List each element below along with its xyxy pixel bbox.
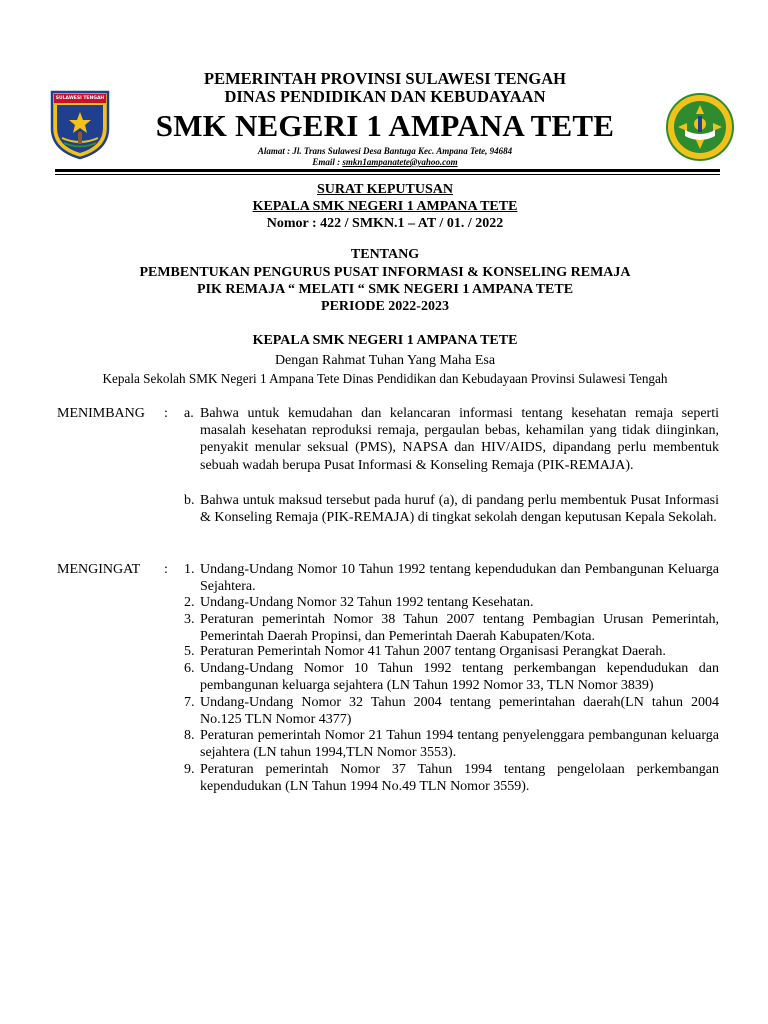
- item-text: Undang-Undang Nomor 10 Tahun 1992 tentang kependudukan dan Pembangunan Keluarga Sejahtera.: [200, 562, 719, 595]
- province-emblem-text: SULAWESI TENGAH: [55, 96, 105, 101]
- decree-title: SURAT KEPUTUSAN: [316, 182, 453, 197]
- item-text: Undang-Undang Nomor 32 Tahun 1992 tentang Kesehatan.: [200, 595, 534, 610]
- item-text: Bahwa untuk maksud tersebut pada huruf (a), di pandang perlu membentuk Pusat Informasi & Konseling Remaja (PIK-REMAJA) di tingkat sekolah dengan keputusan Kepala Sekolah.: [200, 493, 719, 526]
- mengingat-item: [184, 694, 719, 728]
- mengingat-colon: :: [164, 562, 168, 577]
- decree-head: KEPALA SMK NEGERI 1 AMPANA TETE: [252, 333, 518, 348]
- item-text: Peraturan pemerintah Nomor 21 Tahun 1994 tentang penyelenggara pembangunan keluarga sejahtera (LN tahun 1994,TLN Nomor 3553).: [200, 728, 719, 761]
- item-number: 8.: [184, 728, 195, 743]
- decree-number: Nomor : 422 / SMKN.1 – AT / 01. / 2022: [266, 216, 504, 231]
- letterhead-divider-thick: [55, 169, 720, 172]
- decree-subject-line2: PIK REMAJA “ MELATI “ SMK NEGERI 1 AMPANA TETE: [196, 282, 574, 297]
- item-text: Peraturan pemerintah Nomor 37 Tahun 1994 tentang pengelolaan perkembangan kependudukan (LN Tahun 1994 No.49 TLN Nomor 3559).: [200, 762, 719, 795]
- decree-period: PERIODE 2022-2023: [321, 299, 449, 314]
- email-link[interactable]: smkn1ampanatete@yahoo.com: [342, 157, 458, 167]
- item-number: 1.: [184, 562, 195, 577]
- mengingat-item: [184, 594, 719, 611]
- school-emblem-logo: [665, 92, 735, 162]
- mengingat-item: [184, 727, 719, 761]
- letterhead-divider-thin: [55, 174, 720, 175]
- item-text: Peraturan Pemerintah Nomor 41 Tahun 2007 tentang Organisasi Perangkat Daerah.: [200, 644, 666, 659]
- decree-office: Kepala Sekolah SMK Negeri 1 Ampana Tete Dinas Pendidikan dan Kebudayaan Provinsi Sulawesi Tengah: [102, 371, 668, 386]
- item-number: 3.: [184, 612, 195, 627]
- department-name: DINAS PENDIDIKAN DAN KEBUDAYAAN: [224, 87, 546, 106]
- item-text: Undang-Undang Nomor 32 Tahun 2004 tentang pemerintahan daerah(LN tahun 2004 No.125 TLN Nomor 4377): [200, 695, 719, 728]
- letterhead: [120, 70, 650, 168]
- decree-issuer: KEPALA SMK NEGERI 1 AMPANA TETE: [252, 199, 518, 214]
- item-text: Undang-Undang Nomor 10 Tahun 1992 tentang perkembangan kependudukan dan pembangunan keluarga sejahtera (LN Tahun 1992 Nomor 33, TLN Nomor 3839): [200, 661, 719, 694]
- item-number: b.: [184, 493, 195, 508]
- email-label: Email :: [312, 157, 343, 167]
- menimbang-label: MENIMBANG: [57, 406, 145, 421]
- item-text: Peraturan pemerintah Nomor 38 Tahun 2007 tentang Pembagian Urusan Pemerintah, Pemerintah Daerah Propinsi, dan Pemerintah Daerah Kabupaten/Kota.: [200, 612, 719, 645]
- school-address: Alamat : Jl. Trans Sulawesi Desa Bantuga Kec. Ampana Tete, 94684: [257, 146, 513, 156]
- menimbang-item: [184, 492, 719, 526]
- mengingat-item: [184, 561, 719, 595]
- school-name: SMK NEGERI 1 AMPANA TETE: [155, 108, 615, 143]
- decree-about: TENTANG: [350, 247, 420, 262]
- mengingat-item: [184, 660, 719, 694]
- province-emblem-logo: [48, 88, 112, 160]
- decree-grace: Dengan Rahmat Tuhan Yang Maha Esa: [274, 353, 496, 368]
- mengingat-item: [184, 761, 719, 795]
- mengingat-item: [184, 643, 719, 660]
- item-number: 9.: [184, 762, 195, 777]
- item-number: 5.: [184, 644, 195, 659]
- item-number: 2.: [184, 595, 195, 610]
- item-number: a.: [184, 406, 194, 421]
- item-number: 6.: [184, 661, 195, 676]
- school-email-line: [120, 157, 650, 168]
- menimbang-colon: :: [164, 406, 168, 421]
- item-text: Bahwa untuk kemudahan dan kelancaran informasi tentang kesehatan remaja seperti masalah kesehatan reproduksi remaja, pergaulan bebas, kehamilan yang tidak diinginkan, penyakit menular seksual (PMS), NAPSA dan HIV/AIDS, dipandang perlu membentuk sebuah wadah berupa Pusat Informasi & Konseling Remaja (PIK-REMAJA).: [200, 406, 719, 473]
- menimbang-item: [184, 405, 719, 474]
- mengingat-label: MENGINGAT: [57, 562, 141, 577]
- item-number: 7.: [184, 695, 195, 710]
- mengingat-item: [184, 611, 719, 645]
- government-name: PEMERINTAH PROVINSI SULAWESI TENGAH: [203, 69, 566, 88]
- decree-subject-line1: PEMBENTUKAN PENGURUS PUSAT INFORMASI & KONSELING REMAJA: [139, 265, 631, 280]
